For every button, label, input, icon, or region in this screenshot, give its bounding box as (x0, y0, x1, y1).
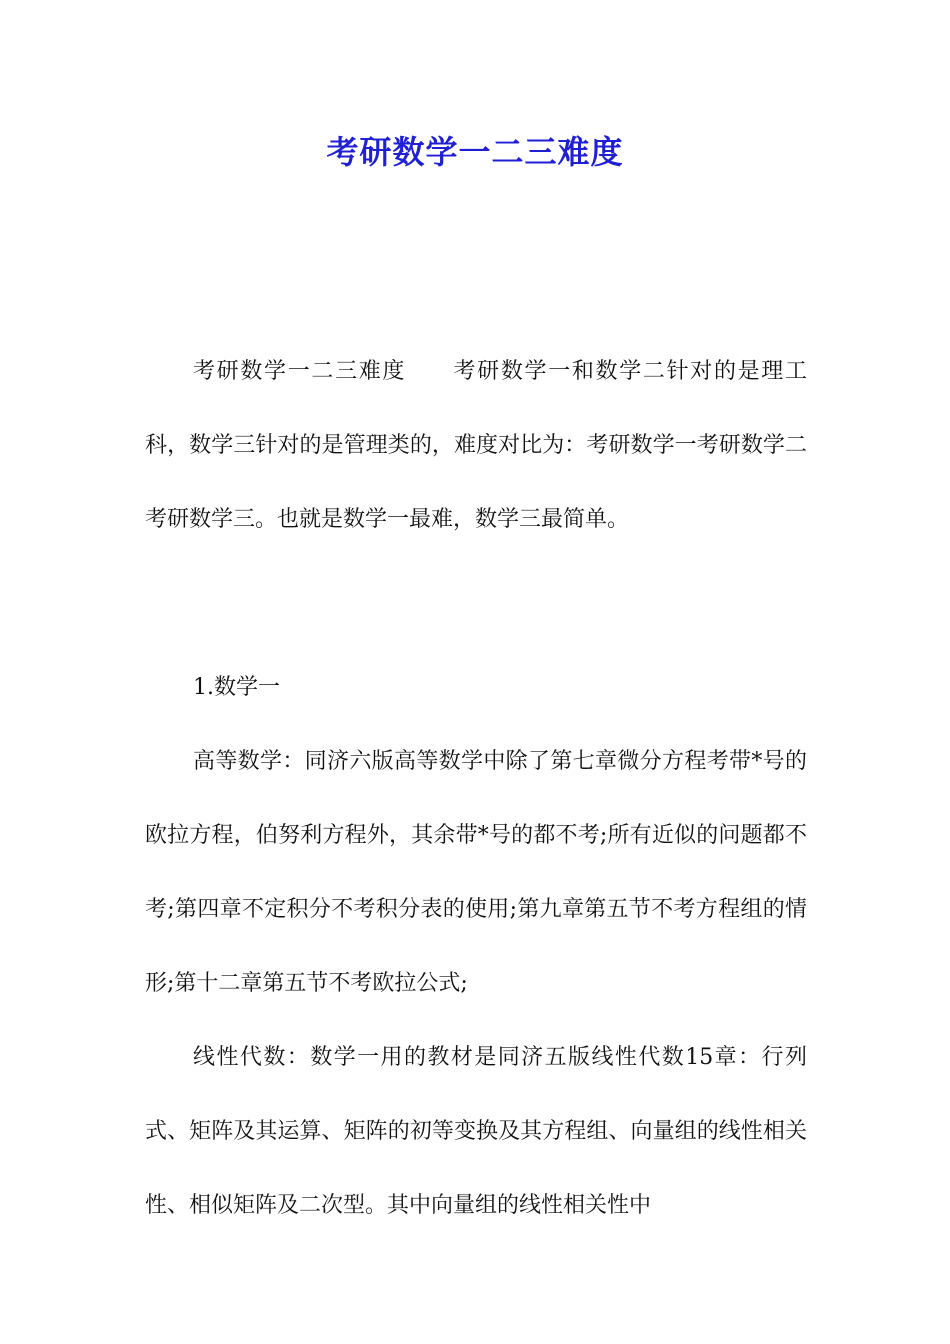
paragraph-spacer (145, 557, 807, 651)
section-heading-math-one: 1.数学一 (193, 675, 280, 700)
paragraph-intro: 考研数学一二三难度 考研数学一和数学二针对的是理工科，数学三针对的是管理类的，难度对比为：考研数学一考研数学二考研数学三。也就是数学一最难，数学三最简单。 (145, 359, 807, 532)
document-title: 考研数学一二三难度 (326, 133, 624, 171)
document-body (145, 335, 807, 1243)
paragraph-linear-algebra: 线性代数：数学一用的教材是同济五版线性代数15章：行列式、矩阵及其运算、矩阵的初等变换及其方程组、向量组的线性相关性、相似矩阵及二次型。其中向量组的线性相关性中 (145, 1045, 807, 1218)
paragraph-advanced-math: 高等数学：同济六版高等数学中除了第七章微分方程考带*号的欧拉方程，伯努利方程外，其余带*号的都不考;所有近似的问题都不考;第四章不定积分不考积分表的使用;第九章第五节不考方程组的情形;第十二章第五节不考欧拉公式; (145, 749, 807, 996)
